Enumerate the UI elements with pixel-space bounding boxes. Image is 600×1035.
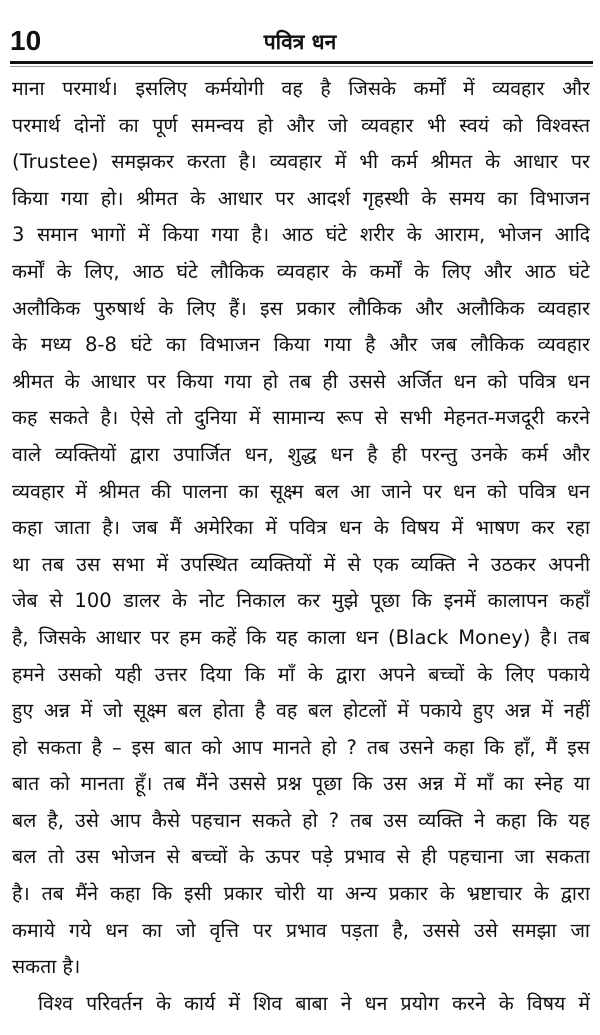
text-line: कह सकते है। ऐसे तो दुनिया में सामान्य रूप से सभी मेहनत-मजदूरी करने [12, 406, 590, 430]
header-rule [10, 61, 593, 64]
text-line: परमार्थ दोनों का पूर्ण समन्वय हो और जो व्यवहार भी स्वयं को विश्वस्त [12, 113, 590, 137]
text-line: है। तब मैंने कहा कि इसी प्रकार चोरी या अन्य प्रकार के भ्रष्टाचार के द्वारा [12, 882, 590, 906]
text-line: श्रीमत के आधार पर किया गया हो तब ही उससे अर्जित धन को पवित्र धन [12, 369, 590, 393]
text-line: (Trustee) समझकर करता है। व्यवहार में भी कर्म श्रीमत के आधार पर [12, 150, 590, 174]
text-line: बल तो उस भोजन से बच्चों के ऊपर पड़े प्रभाव से ही पहचाना जा सकता [12, 845, 590, 869]
header-rule-thin [10, 66, 593, 67]
text-line: अलौकिक पुरुषार्थ के लिए हैं। इस प्रकार लौकिक और अलौकिक व्यवहार [12, 296, 590, 320]
text-line: सकता है। [12, 955, 81, 979]
text-line: माना परमार्थ। इसलिए कर्मयोगी वह है जिसके कर्मों में व्यवहार और [12, 77, 590, 100]
text-line: हुए अन्न में जो सूक्ष्म बल होता है वह बल होटलों में पकाये हुए अन्न में नहीं [12, 699, 590, 723]
text-line: कर्मों के लिए, आठ घंटे लौकिक व्यवहार के कर्मों के लिए और आठ घंटे [12, 259, 590, 283]
text-line: कमाये गये धन का जो वृत्ति पर प्रभाव पड़ता है, उससे उसे समझा जा [12, 918, 590, 942]
page-number: 10 [10, 25, 42, 56]
running-title: पवित्र धन [263, 30, 337, 54]
text-line: 3 समान भागों में किया गया है। आठ घंटे शरीर के आराम, भोजन आदि [12, 223, 590, 247]
text-line: हो सकता है – इस बात को आप मानते हो ? तब उसने कहा कि हाँ, मैं इस [12, 735, 590, 759]
text-line: था तब उस सभा में उपस्थित व्यक्तियों में से एक व्यक्ति ने उठकर अपनी [12, 552, 590, 576]
text-line: बल है, उसे आप कैसे पहचान सकते हो ? तब उस व्यक्ति ने कहा कि यह [12, 808, 590, 832]
text-line: विश्व परिवर्तन के कार्य में शिव बाबा ने धन प्रयोग करने के विषय में [38, 991, 590, 1015]
text-line: व्यवहार में श्रीमत की पालना का सूक्ष्म बल आ जाने पर धन को पवित्र धन [12, 479, 590, 503]
text-line: किया गया हो। श्रीमत के आधार पर आदर्श गृहस्थी के समय का विभाजन [12, 186, 590, 210]
text-line: है, जिसके आधार पर हम कहें कि यह काला धन (Black Money) है। तब [12, 625, 590, 649]
text-line: के मध्य 8-8 घंटे का विभाजन किया गया है और जब लौकिक व्यवहार [12, 333, 590, 357]
body-text [12, 71, 590, 1022]
text-line: जेब से 100 डालर के नोट निकाल कर मुझे पूछा कि इनमें कालापन कहाँ [12, 589, 590, 613]
text-line: कहा जाता है। जब मैं अमेरिका में पवित्र धन के विषय में भाषण कर रहा [12, 516, 590, 540]
text-line: हमने उसको यही उत्तर दिया कि माँ के द्वारा अपने बच्चों के लिए पकाये [12, 662, 590, 686]
text-line: बात को मानता हूँ। तब मैंने उससे प्रश्न पूछा कि उस अन्न में माँ का स्नेह या [12, 772, 590, 796]
text-line: वाले व्यक्तियों द्वारा उपार्जित धन, शुद्ध धन है ही परन्तु उनके कर्म और [12, 442, 590, 466]
